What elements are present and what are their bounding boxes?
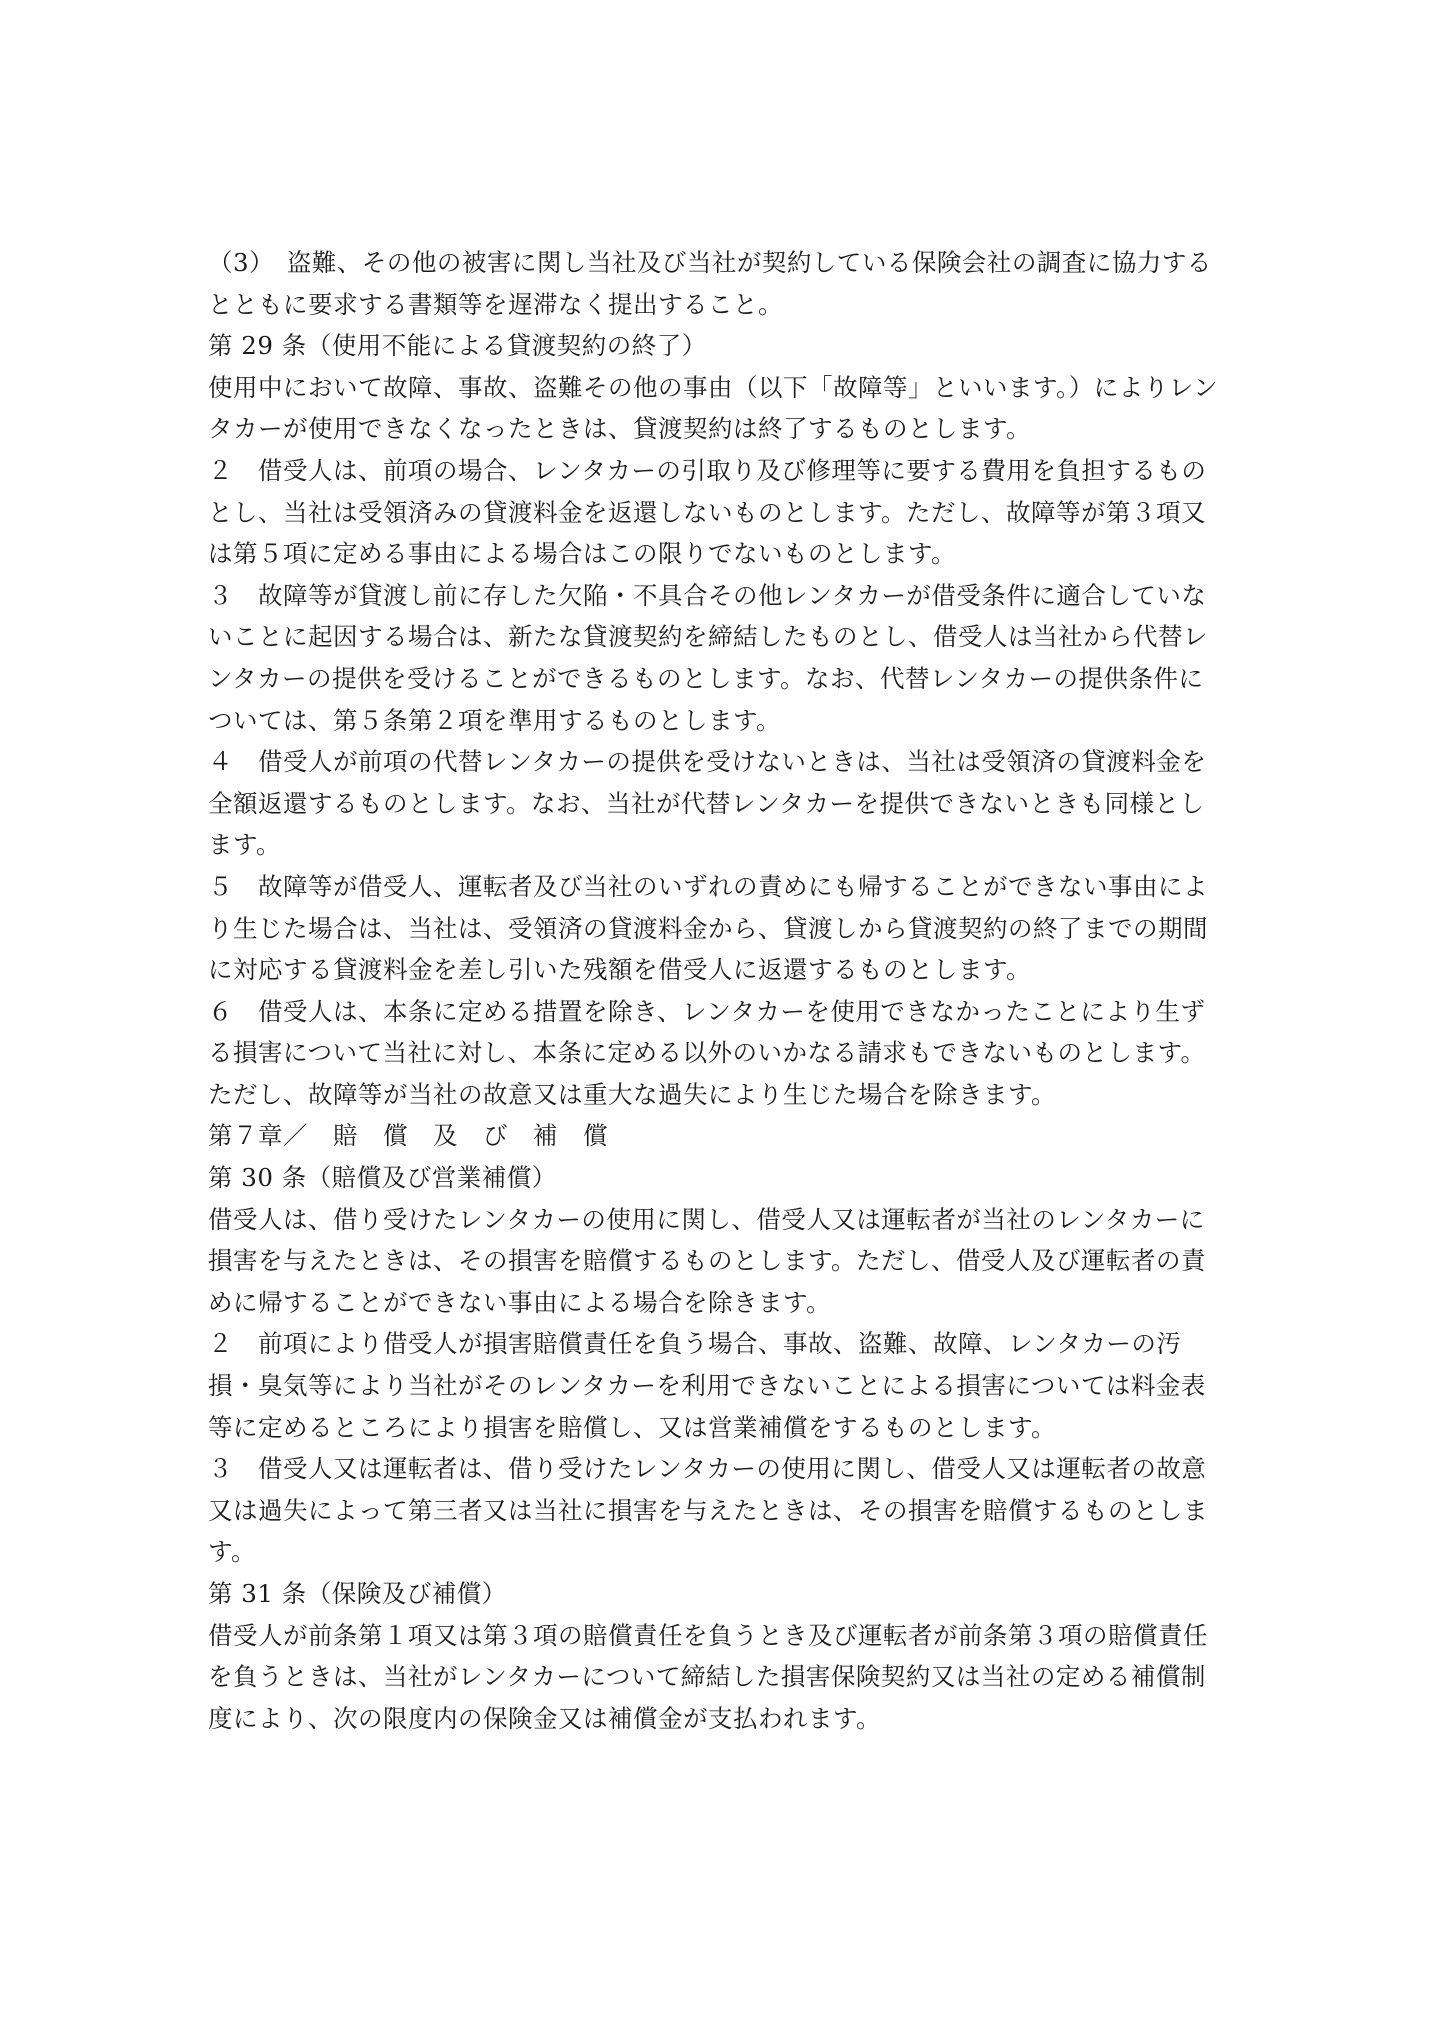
text-line: 使用中において故障、事故、盗難その他の事由（以下「故障等」といいます。）によりレン	[208, 372, 1219, 402]
text-line: タカーが使用できなくなったときは、貸渡契約は終了するものとします。	[208, 414, 1032, 444]
text-line: ５ 故障等が借受人、運転者及び当社のいずれの責めにも帰することができない事由によ	[208, 871, 1208, 901]
text-line: ３ 故障等が貸渡し前に存した欠陥・不具合その他レンタカーが借受条件に適合していな	[208, 580, 1207, 610]
text-line: 又は過失によって第三者又は当社に損害を与えたときは、その損害を賠償するものとしま	[208, 1495, 1208, 1525]
text-line: 第 31 条（保険及び補償）	[208, 1579, 507, 1608]
text-line: り生じた場合は、当社は、受領済の貸渡料金から、貸渡しから貸渡契約の終了までの期間	[208, 913, 1208, 943]
text-line: とし、当社は受領済みの貸渡料金を返還しないものとします。ただし、故障等が第３項又	[208, 497, 1207, 527]
text-line: 度により、次の限度内の保険金又は補償金が支払われます。	[208, 1703, 882, 1733]
text-line: とともに要求する書類等を遅滞なく提出すること。	[208, 289, 783, 319]
text-line: 第７章／ 賠 償 及 び 補 償	[208, 1121, 608, 1151]
text-line: 借受人は、借り受けたレンタカーの使用に関し、借受人又は運転者が当社のレンタカーに	[208, 1204, 1205, 1234]
text-line: は第５項に定める事由による場合はこの限りでないものとします。	[208, 539, 957, 569]
text-line: めに帰することができない事由による場合を除きます。	[208, 1287, 832, 1317]
text-line: ２ 借受人は、前項の場合、レンタカーの引取り及び修理等に要する費用を負担するもの	[208, 455, 1207, 485]
text-line: 等に定めるところにより損害を賠償し、又は営業補償をするものとします。	[208, 1412, 1057, 1442]
text-line: ンタカーの提供を受けることができるものとします。なお、代替レンタカーの提供条件に	[208, 663, 1204, 693]
text-line: （3） 盗難、その他の被害に関し当社及び当社が契約している保険会社の調査に協力する	[208, 248, 1212, 277]
text-line: る損害について当社に対し、本条に定める以外のいかなる請求もできないものとします。	[208, 1038, 1206, 1068]
document-body	[208, 242, 1238, 1739]
text-line: ４ 借受人が前項の代替レンタカーの提供を受けないときは、当社は受領済の貸渡料金を	[208, 747, 1207, 777]
text-line: 第 30 条（賠償及び営業補償）	[208, 1163, 557, 1193]
text-line: ただし、故障等が当社の故意又は重大な過失により生じた場合を除きます。	[208, 1079, 1057, 1109]
text-line: ６ 借受人は、本条に定める措置を除き、レンタカーを使用できなかったことにより生ず	[208, 996, 1206, 1026]
text-line: ます。	[208, 830, 282, 860]
text-line: ３ 借受人又は運転者は、借り受けたレンタカーの使用に関し、借受人又は運転者の故意	[208, 1454, 1207, 1484]
text-line: 全額返還するものとします。なお、当社が代替レンタカーを提供できないときも同様とし	[208, 788, 1205, 818]
text-line: に対応する貸渡料金を差し引いた残額を借受人に返還するものとします。	[208, 955, 1032, 985]
text-line: 損・臭気等により当社がそのレンタカーを利用できないことによる損害については料金表	[208, 1371, 1206, 1401]
text-line: ついては、第５条第２項を準用するものとします。	[208, 705, 782, 735]
text-line: ２ 前項により借受人が損害賠償責任を負う場合、事故、盗難、故障、レンタカーの汚	[208, 1329, 1182, 1359]
text-line: を負うときは、当社がレンタカーについて締結した損害保険契約又は当社の定める補償制	[208, 1662, 1206, 1692]
text-line: 損害を与えたときは、その損害を賠償するものとします。ただし、借受人及び運転者の責	[208, 1246, 1207, 1276]
text-line: す。	[208, 1537, 257, 1567]
text-line: いことに起因する場合は、新たな貸渡契約を締結したものとし、借受人は当社から代替レ	[208, 622, 1208, 652]
text-line: 借受人が前条第１項又は第３項の賠償責任を負うとき及び運転者が前条第３項の賠償責任	[208, 1620, 1208, 1650]
text-line: 第 29 条（使用不能による貸渡契約の終了）	[208, 331, 707, 361]
